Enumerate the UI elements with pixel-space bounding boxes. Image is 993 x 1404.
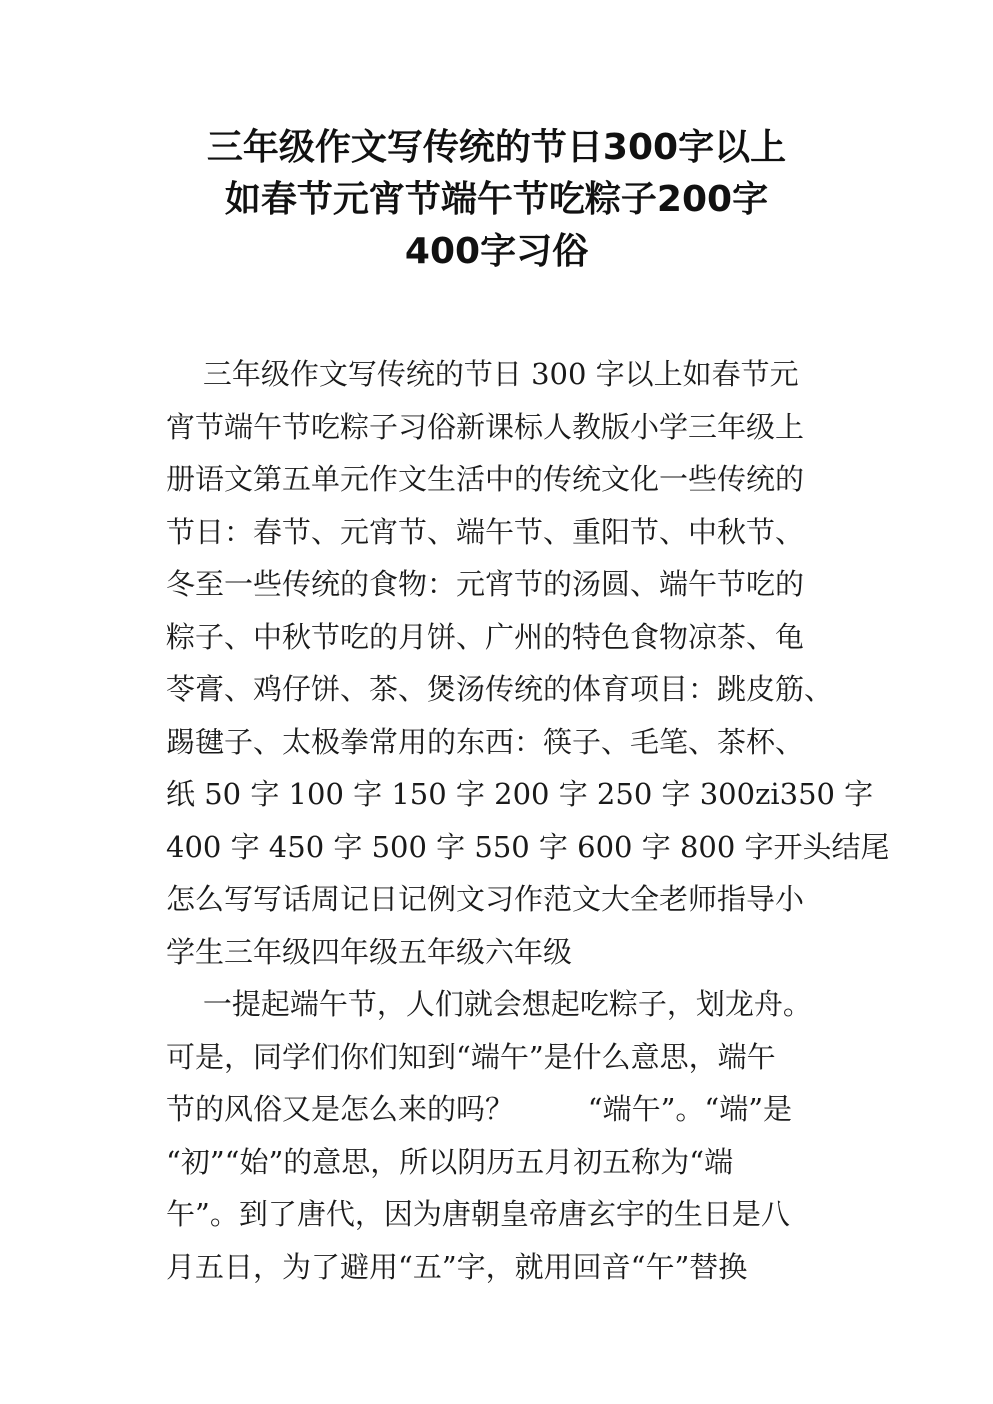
body-line: 400 字 450 字 500 字 550 字 600 字 800 字开头结尾 <box>166 829 890 864</box>
title-line: 400字习俗 <box>404 231 589 272</box>
body-line: 怎么写写话周记日记例文习作范文大全老师指导小 <box>166 882 805 916</box>
body-line: 节日：春节、元宵节、端午节、重阳节、中秋节、 <box>166 514 805 549</box>
body-line: 纸 50 字 100 字 150 字 200 字 250 字 300zi350 字 <box>166 777 874 811</box>
body-line: 一提起端午节，人们就会想起吃粽子，划龙舟。 <box>166 987 812 1021</box>
body-line: 可是，同学们你们知到“端午”是什么意思，端午 <box>166 1039 776 1074</box>
body-line: 冬至一些传统的食物：元宵节的汤圆、端午节吃的 <box>166 567 805 601</box>
body-line: 宵节端午节吃粽子习俗新课标人教版小学三年级上 <box>166 409 805 444</box>
body-line: 粽子、中秋节吃的月饼、广州的特色食物凉茶、龟 <box>166 619 805 654</box>
body-line: 苓膏、鸡仔饼、茶、煲汤传统的体育项目：跳皮筋、 <box>166 672 834 706</box>
body-line: 午”。到了唐代，因为唐朝皇帝唐玄宇的生日是八 <box>166 1197 790 1231</box>
body-line: 踢毽子、太极拳常用的东西：筷子、毛笔、茶杯、 <box>166 724 805 759</box>
document-title <box>0 122 993 278</box>
body-line: 节的风俗又是怎么来的吗？ “端午”。“端”是 <box>166 1092 793 1126</box>
body-line: 月五日，为了避用“五”字，就用回音“午”替换 <box>166 1249 748 1284</box>
title-line: 如春节元宵节端午节吃粽子200字 <box>224 179 769 220</box>
body-line: 学生三年级四年级五年级六年级 <box>166 934 573 969</box>
body-line: 三年级作文写传统的节日 300 字以上如春节元 <box>166 357 799 391</box>
document-body <box>166 348 890 1293</box>
body-line: 册语文第五单元作文生活中的传统文化一些传统的 <box>166 462 805 496</box>
body-line: “初”“始”的意思，所以阴历五月初五称为“端 <box>166 1144 734 1179</box>
title-line: 三年级作文写传统的节日300字以上 <box>206 127 787 168</box>
